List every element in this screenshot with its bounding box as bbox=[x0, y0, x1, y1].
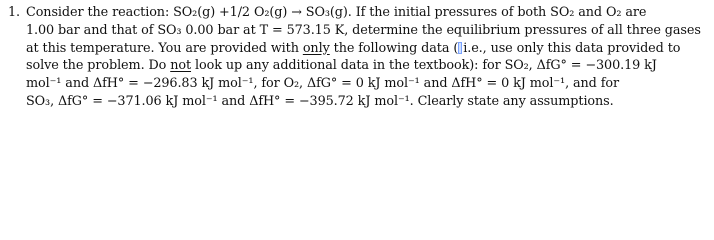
line4-part-2: look up any additional data in the textbook): for SO₂, ΔfG° = −300.19 kJ bbox=[191, 58, 657, 74]
line4-part-1: solve the problem. Do bbox=[26, 58, 171, 74]
problem-line-3 bbox=[26, 40, 706, 58]
problem-number: 1. bbox=[8, 5, 21, 20]
line3-part-2: the following data ( bbox=[329, 40, 459, 56]
problem-1 bbox=[8, 4, 706, 111]
problem-line-4 bbox=[26, 57, 706, 75]
underlined-not: not bbox=[170, 58, 192, 74]
line3-part-3: i.e., use only this data provided to bbox=[463, 40, 681, 56]
problem-line-5: mol⁻¹ and ΔfH° = −296.83 kJ mol⁻¹, for O₂, ΔfG° = 0 kJ mol⁻¹ and ΔfH° = 0 kJ mol⁻¹, and for bbox=[26, 76, 619, 92]
underlined-only: only bbox=[302, 40, 330, 56]
line3-part-1: at this temperature. You are provided with bbox=[26, 40, 303, 56]
text-cursor-icon bbox=[458, 42, 462, 54]
problem-line-6: SO₃, ΔfG° = −371.06 kJ mol⁻¹ and ΔfH° = −395.72 kJ mol⁻¹. Clearly state any assumptions. bbox=[26, 93, 614, 109]
problem-text bbox=[26, 4, 706, 111]
problem-line-2: 1.00 bar and that of SO₃ 0.00 bar at T = 573.15 K, determine the equilibrium pressures of all three gases bbox=[26, 22, 701, 38]
problem-line-1: Consider the reaction: SO₂(g) +1/2 O₂(g) → SO₃(g). If the initial pressures of both SO₂ and O₂ are bbox=[26, 5, 647, 20]
